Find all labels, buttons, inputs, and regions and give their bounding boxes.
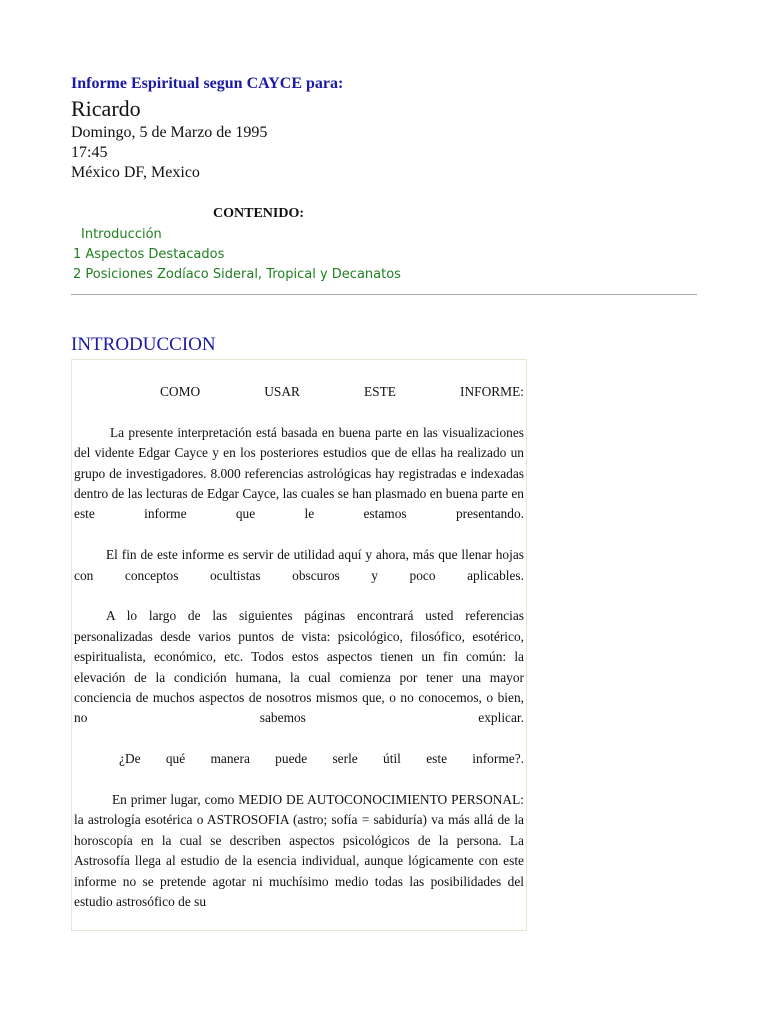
intro-paragraph-2: El fin de este informe es servir de utilidad aquí y ahora, más que llenar hojas con conceptos ocultistas obscuros y poco aplicables.: [74, 547, 524, 583]
intro-paragraph-4: En primer lugar, como MEDIO DE AUTOCONOCIMIENTO PERSONAL: la astrología esotérica o ASTROSOFIA (astro; sofía = sabiduría) va más allá de la horoscopía en la cual se describen aspectos psicológicos de la persona. La Astrosofía llega al estudio de la esencia individual, aunque lógicamente con este informe no se pretende agotar ni muchísimo medio todas las posibilidades del estudio astrosófico de su: [74, 792, 524, 910]
table-of-contents: [73, 225, 401, 285]
person-name: Ricardo: [71, 96, 141, 121]
intro-paragraph-3: A lo largo de las siguientes páginas encontrará usted referencias personalizadas desde varios puntos de vista: psicológico, filosófico, esotérico, espiritualista, económico, etc. Todos estos aspectos tienen un fin común: la elevación de la condición humana, la cual comienza por tener una mayor conciencia de muchos aspectos de nosotros mismos que, o no conocemos, o bien, no sabemos explicar.: [74, 608, 524, 726]
report-title: Informe Espiritual segun CAYCE para:: [71, 75, 344, 92]
intro-paragraph-1: La presente interpretación está basada en buena parte en las visualizaciones del vidente Edgar Cayce y en los posteriores estudios que de ellas ha realizado un grupo de investigadores. 8.000 referencias astrológicas hay registradas e indexadas dentro de las lecturas de Edgar Cayce, las cuales se han plasmado en buena parte en este informe que le estamos presentando.: [74, 424, 524, 522]
toc-link-introduccion[interactable]: Introducción: [81, 227, 162, 242]
introduction-text-box[interactable]: [71, 359, 527, 931]
birth-date: Domingo, 5 de Marzo de 1995: [71, 124, 268, 141]
birth-place: México DF, Mexico: [71, 164, 200, 181]
intro-question: ¿De qué manera puede serle útil este informe?.: [119, 751, 524, 767]
section-heading-introduccion: INTRODUCCION: [71, 334, 216, 355]
how-to-use-heading: COMO USAR ESTE INFORME:: [160, 384, 524, 399]
toc-link-posiciones-zodiaco[interactable]: 2 Posiciones Zodíaco Sideral, Tropical y Decanatos: [73, 267, 401, 282]
horizontal-divider: [71, 294, 697, 295]
report-header: [71, 74, 691, 183]
birth-time: 17:45: [71, 144, 108, 161]
contents-heading: CONTENIDO:: [213, 206, 305, 221]
toc-link-aspectos-destacados[interactable]: 1 Aspectos Destacados: [73, 247, 225, 262]
